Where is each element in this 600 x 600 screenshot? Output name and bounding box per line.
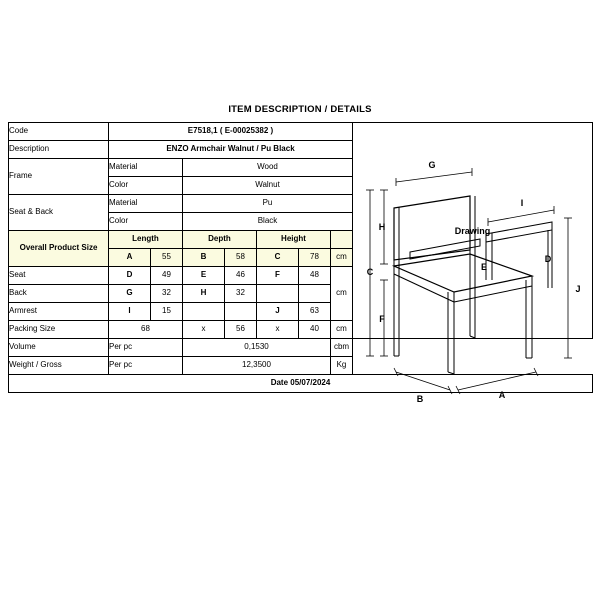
label-e: E xyxy=(480,262,488,272)
overall-depth-value: 58 xyxy=(225,249,257,267)
seat-back-color-label: Color xyxy=(109,213,183,231)
drawing-header: Drawing xyxy=(454,226,491,237)
column-header-depth: Depth xyxy=(183,231,257,249)
frame-color-value: Walnut xyxy=(183,177,353,195)
armrest-height-value: 63 xyxy=(299,303,331,321)
seat-unit-blank xyxy=(331,267,353,285)
seat-length-value: 49 xyxy=(151,267,183,285)
armrest-depth-blank xyxy=(183,303,225,321)
packing-x-1: x xyxy=(183,321,225,339)
weight-per-unit: Per pc xyxy=(109,357,183,375)
armrest-right xyxy=(486,222,552,242)
frame-color-label: Color xyxy=(109,177,183,195)
label-j: J xyxy=(575,284,581,294)
page-title: ITEM DESCRIPTION / DETAILS xyxy=(228,104,372,115)
packing-width: 56 xyxy=(225,321,257,339)
seat-row-label: Seat xyxy=(9,267,109,285)
label-h: H xyxy=(378,222,386,232)
column-header-length: Length xyxy=(109,231,183,249)
label-g: G xyxy=(428,160,436,170)
packing-height: 40 xyxy=(299,321,331,339)
back-height-blank-1 xyxy=(257,285,299,303)
back-length-value: 32 xyxy=(151,285,183,303)
description-label: Description xyxy=(9,141,109,159)
label-b: B xyxy=(416,394,424,404)
frame-material-value: Wood xyxy=(183,159,353,177)
seat-back-material-label: Material xyxy=(109,195,183,213)
frame-label: Frame xyxy=(9,159,109,195)
armrest-depth-blank-2 xyxy=(225,303,257,321)
back-length-key: G xyxy=(109,285,151,303)
armrest-row-label: Armrest xyxy=(9,303,109,321)
seat-back-color-value: Black xyxy=(183,213,353,231)
table-row xyxy=(9,123,593,141)
back-row-label: Back xyxy=(9,285,109,303)
seat-back-material-value: Pu xyxy=(183,195,353,213)
volume-label: Volume xyxy=(9,339,109,357)
overall-length-key: A xyxy=(109,249,151,267)
label-d: D xyxy=(544,254,552,264)
chair-drawing xyxy=(352,160,588,404)
seat-height-value: 48 xyxy=(299,267,331,285)
seat-frame xyxy=(394,254,532,292)
label-a: A xyxy=(498,390,506,400)
overall-length-value: 55 xyxy=(151,249,183,267)
back-depth-key: H xyxy=(183,285,225,303)
code-value: E7518,1 ( E-00025382 ) xyxy=(109,123,353,141)
back-height-blank-2 xyxy=(299,285,331,303)
volume-value: 0,1530 xyxy=(183,339,331,357)
packing-unit: cm xyxy=(331,321,353,339)
packing-length: 68 xyxy=(109,321,183,339)
volume-unit: cbm xyxy=(331,339,353,357)
description-value: ENZO Armchair Walnut / Pu Black xyxy=(109,141,353,159)
armrest-length-value: 15 xyxy=(151,303,183,321)
column-header-height: Height xyxy=(257,231,331,249)
armrest-length-key: I xyxy=(109,303,151,321)
weight-label: Weight / Gross xyxy=(9,357,109,375)
overall-unit: cm xyxy=(331,249,353,267)
frame-material-label: Material xyxy=(109,159,183,177)
label-i: I xyxy=(520,198,524,208)
seat-depth-key: E xyxy=(183,267,225,285)
seat-height-key: F xyxy=(257,267,299,285)
dimension-lines xyxy=(366,168,572,394)
packing-x-2: x xyxy=(257,321,299,339)
seat-back-label: Seat & Back xyxy=(9,195,109,231)
date-line: Date 05/07/2024 xyxy=(9,375,593,393)
seat-length-key: D xyxy=(109,267,151,285)
back-depth-value: 32 xyxy=(225,285,257,303)
overall-height-key: C xyxy=(257,249,299,267)
weight-unit: Kg xyxy=(331,357,353,375)
packing-size-label: Packing Size xyxy=(9,321,109,339)
overall-depth-key: B xyxy=(183,249,225,267)
back-unit: cm xyxy=(331,285,353,303)
seat-depth-value: 46 xyxy=(225,267,257,285)
label-f: F xyxy=(379,314,385,324)
label-c: C xyxy=(366,267,374,277)
overall-size-label: Overall Product Size xyxy=(9,231,109,267)
code-label: Code xyxy=(9,123,109,141)
unit-cell-blank xyxy=(331,231,353,249)
weight-value: 12,3500 xyxy=(183,357,331,375)
armrest-unit-blank xyxy=(331,303,353,321)
armrest-height-key: J xyxy=(257,303,299,321)
volume-per-unit: Per pc xyxy=(109,339,183,357)
overall-height-value: 78 xyxy=(299,249,331,267)
